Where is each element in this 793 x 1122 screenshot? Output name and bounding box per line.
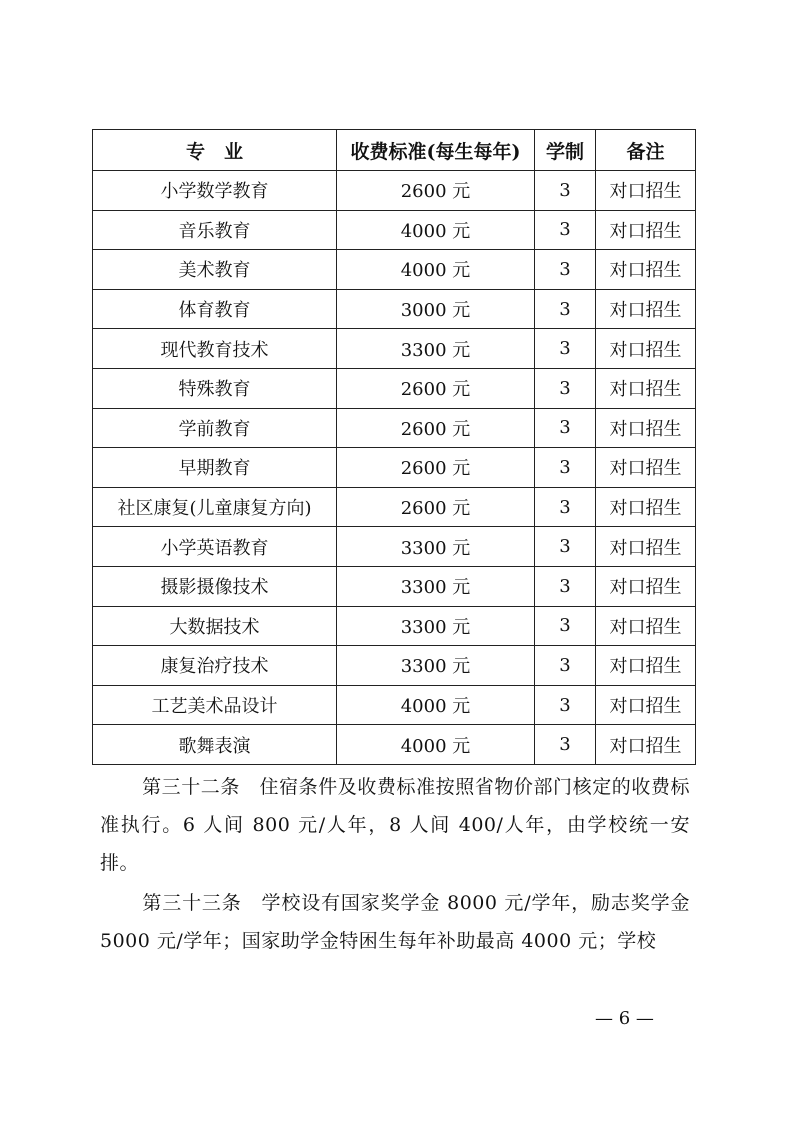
table-row: [93, 289, 696, 329]
cell-remark: 对口招生: [596, 408, 696, 448]
cell-major: 体育教育: [93, 289, 337, 329]
cell-duration: 3: [535, 487, 596, 527]
cell-fee: 3000 元: [337, 289, 535, 329]
cell-duration: 3: [535, 250, 596, 290]
table-row: [93, 685, 696, 725]
cell-remark: 对口招生: [596, 725, 696, 765]
table-row: [93, 527, 696, 567]
cell-duration: 3: [535, 289, 596, 329]
cell-major: 大数据技术: [93, 606, 337, 646]
header-fee: 收费标准(每生每年): [337, 130, 535, 171]
cell-major: 歌舞表演: [93, 725, 337, 765]
table-header-row: [93, 130, 696, 171]
cell-major: 小学英语教育: [93, 527, 337, 567]
article-32-text: 第三十二条 住宿条件及收费标准按照省物价部门核定的收费标准执行。6 人间 800 元/人年，8 人间 400/人年，由学校统一安排。: [100, 776, 690, 874]
table-row: [93, 566, 696, 606]
header-major: 专 业: [93, 130, 337, 171]
table-row: [93, 646, 696, 686]
cell-fee: 2600 元: [337, 487, 535, 527]
cell-duration: 3: [535, 448, 596, 488]
cell-duration: 3: [535, 685, 596, 725]
fee-table: [92, 129, 696, 765]
cell-fee: 3300 元: [337, 646, 535, 686]
cell-duration: 3: [535, 646, 596, 686]
cell-remark: 对口招生: [596, 250, 696, 290]
cell-fee: 4000 元: [337, 210, 535, 250]
cell-duration: 3: [535, 329, 596, 369]
cell-fee: 3300 元: [337, 566, 535, 606]
cell-major: 摄影摄像技术: [93, 566, 337, 606]
cell-remark: 对口招生: [596, 487, 696, 527]
cell-duration: 3: [535, 171, 596, 211]
table-row: [93, 606, 696, 646]
cell-duration: 3: [535, 725, 596, 765]
cell-duration: 3: [535, 566, 596, 606]
cell-remark: 对口招生: [596, 685, 696, 725]
cell-major: 社区康复(儿童康复方向): [93, 487, 337, 527]
cell-fee: 2600 元: [337, 171, 535, 211]
cell-major: 工艺美术品设计: [93, 685, 337, 725]
table-row: [93, 368, 696, 408]
article-32: [100, 768, 690, 882]
cell-fee: 3300 元: [337, 606, 535, 646]
cell-major: 现代教育技术: [93, 329, 337, 369]
cell-fee: 3300 元: [337, 527, 535, 567]
cell-remark: 对口招生: [596, 368, 696, 408]
fee-table-body: [93, 171, 696, 765]
cell-fee: 4000 元: [337, 685, 535, 725]
header-remark: 备注: [596, 130, 696, 171]
table-row: [93, 408, 696, 448]
cell-major: 音乐教育: [93, 210, 337, 250]
cell-major: 特殊教育: [93, 368, 337, 408]
cell-fee: 3300 元: [337, 329, 535, 369]
table-row: [93, 210, 696, 250]
page-number: — 6 —: [595, 1008, 654, 1029]
table-row: [93, 250, 696, 290]
cell-duration: 3: [535, 210, 596, 250]
cell-fee: 4000 元: [337, 250, 535, 290]
cell-remark: 对口招生: [596, 289, 696, 329]
header-duration: 学制: [535, 130, 596, 171]
cell-fee: 2600 元: [337, 448, 535, 488]
cell-remark: 对口招生: [596, 448, 696, 488]
cell-remark: 对口招生: [596, 566, 696, 606]
cell-major: 康复治疗技术: [93, 646, 337, 686]
cell-remark: 对口招生: [596, 329, 696, 369]
table-row: [93, 725, 696, 765]
cell-duration: 3: [535, 368, 596, 408]
cell-remark: 对口招生: [596, 171, 696, 211]
article-33-text: 第三十三条 学校设有国家奖学金 8000 元/学年，励志奖学金 5000 元/学年；国家助学金特困生每年补助最高 4000 元；学校: [100, 892, 690, 952]
table-row: [93, 487, 696, 527]
cell-remark: 对口招生: [596, 646, 696, 686]
table-row: [93, 329, 696, 369]
article-33: [100, 884, 690, 960]
cell-duration: 3: [535, 527, 596, 567]
cell-major: 小学数学教育: [93, 171, 337, 211]
cell-remark: 对口招生: [596, 606, 696, 646]
cell-major: 美术教育: [93, 250, 337, 290]
cell-fee: 4000 元: [337, 725, 535, 765]
cell-major: 早期教育: [93, 448, 337, 488]
cell-major: 学前教育: [93, 408, 337, 448]
table-row: [93, 448, 696, 488]
cell-fee: 2600 元: [337, 408, 535, 448]
table-row: [93, 171, 696, 211]
cell-remark: 对口招生: [596, 210, 696, 250]
cell-duration: 3: [535, 606, 596, 646]
cell-fee: 2600 元: [337, 368, 535, 408]
cell-duration: 3: [535, 408, 596, 448]
cell-remark: 对口招生: [596, 527, 696, 567]
